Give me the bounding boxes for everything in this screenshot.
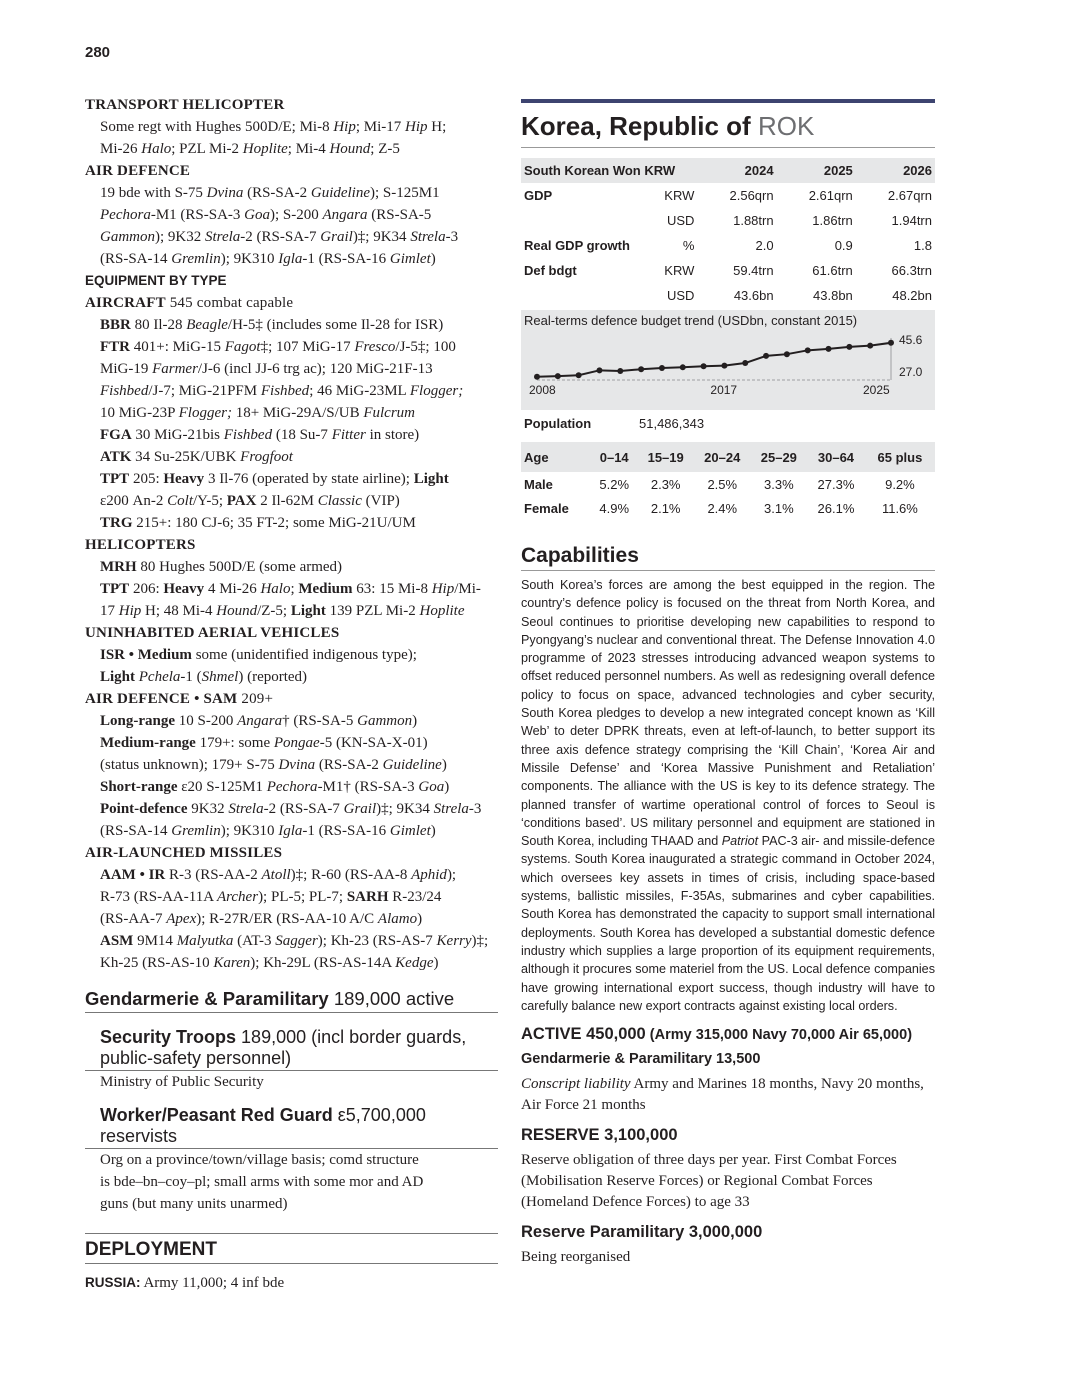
data-point (659, 365, 665, 371)
data-point (805, 347, 811, 353)
country-title: Korea, Republic of ROK (521, 109, 935, 148)
reserve-heading: RESERVE 3,100,000 (521, 1126, 678, 1145)
x-tick-label: 2008 (529, 383, 556, 397)
helicopters-tpt-1: TPT 206: Heavy 4 Mi-26 Halo; Medium 63: 15 Mi-8 Hip/Mi- (100, 581, 481, 597)
y-tick-label: 27.0 (899, 365, 923, 379)
trend-chart-svg (521, 332, 935, 410)
series-line (537, 343, 891, 377)
sam-point-defence-1: Point-defence 9K32 Strela-2 (RS-SA-7 Grail)‡; 9K34 Strela-3 (100, 801, 482, 817)
economic-table-header (521, 158, 935, 183)
sam-long-range: Long-range 10 S-200 Angara† (RS-SA-5 Gammon) (100, 713, 418, 729)
table-row: Real GDP growth % 2.0 0.9 1.8 (524, 238, 932, 253)
transport-helicopter-line-1: Some regt with Hughes 500D/E; Mi-8 Hip; Mi-17 Hip H; (100, 119, 447, 135)
helicopters-heading: HELICOPTERS (85, 537, 196, 553)
aircraft-ftr-3: Fishbed/J-7; MiG-21PFM Fishbed; 46 MiG-23ML Flogger; (100, 383, 464, 399)
capabilities-text: South Korea’s forces are among the best equipped in the region. The country’s defence policy is focused on the threat from North Korea, and Seoul continues to prioritise developing new capabilities to respond to Pyongyang’s nuclear and conventional threat. The Defense Innovation 4.0 programme of 2023 stresses introducing advanced weapon systems to offset reduced personnel numbers. As well as redesigning overall defence policy to focus on space, advanced technologies and cyber security, South Korea pledges to develop a new integrated concept known as ‘Kill Web’ to deter DPRK threats, even at left-of-launch, to better support its three axis defence strategy comprising the ‘Kill Chain’, ‘Korea Air and Missile Defense’ and ‘Korea Massive Punishment and Retaliation’ components. The alliance with the US is key to its defence strategy. The planned transfer of wartime operational control of forces to Seoul is ‘conditions based’. US military personnel and equipment are stationed in South Korea, including THAAD and Patriot PAC-3 air- and missile-defence systems. South Korea inaugurated a strategic command in October 2024, which oversees key assets in times of crisis, including space-based systems, ballistic missiles, F-35As, submarines and cyber capabilities. South Korea has demonstrated the capacity to support small international deployments. South Korea has developed a substantial domestic defence industry which supplies a large proportion of its equipment requirements, although it procures some materiel from the US. Local defence companies have growing international export success, though industry will have to carefully balance new export contracts against existing local orders. (521, 578, 935, 1013)
currency-label: South Korean Won KRW (524, 163, 676, 178)
data-point (701, 363, 707, 369)
active-heading: ACTIVE 450,000 (Army 315,000 Navy 70,000 Air 65,000) Gendarmerie & Paramilitary 13,500 (521, 1025, 913, 1068)
table-row: Male 5.2% 2.3% 2.5% 3.3% 27.3% 9.2% (524, 476, 915, 492)
alm-aam-3: (RS-AA-7 Apex); R-27R/ER (RS-AA-10 A/C Alamo) (100, 911, 423, 927)
helicopters-mrh: MRH 80 Hughes 500D/E (some armed) (100, 559, 343, 575)
helicopters-tpt-2: 17 Hip H; 48 Mi-4 Hound/Z-5; Light 139 PZL Mi-2 Hoplite (100, 603, 465, 619)
alm-asm-2: Kh-25 (RS-AS-10 Karen); Kh-29L (RS-AS-14A Kedge) (100, 955, 439, 971)
budget-trend-chart (521, 310, 935, 410)
economic-table (521, 158, 935, 308)
data-point (576, 372, 582, 378)
age-table-header: Age 0–14 15–19 20–24 25–29 30–64 65 plus (521, 442, 935, 472)
table-row: Def bdgt KRW 59.4trn 61.6trn 66.3trn (524, 263, 932, 278)
security-troops-body: Ministry of Public Security (100, 1074, 264, 1090)
alm-asm-1: ASM 9M14 Malyutka (AT-3 Sagger); Kh-23 (RS-AS-7 Kerry)‡; (100, 933, 489, 949)
aircraft-trg: TRG 215+: 180 CJ-6; 35 FT-2; some MiG-21U/UM (100, 515, 416, 531)
capabilities-title: Capabilities (521, 544, 935, 571)
gendarmerie-title: Gendarmerie & Paramilitary 189,000 active (85, 988, 498, 1013)
left-column (85, 94, 498, 1294)
reserve-paramilitary-heading: Reserve Paramilitary 3,000,000 (521, 1223, 763, 1242)
worker-guard-title: Worker/Peasant Red Guard ε5,700,000 reservists (85, 1105, 498, 1149)
table-row: GDP KRW 2.56qrn 2.61qrn 2.67qrn (524, 188, 932, 203)
data-point (867, 343, 873, 349)
sam-short-range: Short-range ε20 S-125M1 Pechora-M1† (RS-SA-3 Goa) (100, 779, 450, 795)
ad-sam-heading: AIR DEFENCE • SAM 209+ (85, 691, 274, 707)
data-point (826, 346, 832, 352)
sam-medium-range-1: Medium-range 179+: some Pongae-5 (KN-SA-X-01) (100, 735, 428, 751)
air-defence-line-2: Pechora-M1 (RS-SA-3 Goa); S-200 Angara (RS-SA-5 (100, 207, 432, 223)
data-point (638, 366, 644, 372)
aircraft-ftr-2: MiG-19 Farmer/J-6 (incl JJ-6 trg ac); 120 MiG-21F-13 (100, 361, 433, 377)
year-header: 2024 (744, 163, 774, 178)
aircraft-atk: ATK 34 Su-25K/UBK Frogfoot (100, 449, 293, 465)
security-troops-title: Security Troops 189,000 (incl border guards, public-safety personnel) (85, 1027, 498, 1071)
transport-helicopter-line-2: Mi-26 Halo; PZL Mi-2 Hoplite; Mi-4 Hound; Z-5 (100, 141, 400, 157)
data-point (596, 367, 602, 373)
air-defence-line-3: Gammon); 9K32 Strela-2 (RS-SA-7 Grail)‡; 9K34 Strela-3 (100, 229, 459, 245)
y-tick-label: 45.6 (899, 333, 923, 347)
data-point (888, 340, 894, 346)
aircraft-heading: AIRCRAFT 545 combat capable (85, 295, 294, 311)
data-point (742, 360, 748, 366)
worker-guard-body-2: is bde–bn–coy–pl; small arms with some mor and AD (100, 1174, 424, 1190)
aircraft-ftr-4: 10 MiG-23P Flogger; 18+ MiG-29A/S/UB Fulcrum (100, 405, 416, 421)
deployment-title: DEPLOYMENT (85, 1233, 498, 1264)
data-point (846, 344, 852, 350)
reserve-text: Reserve obligation of three days per year. First Combat Forces (Mobilisation Reserve Forces) or Regional Combat Forces (Homeland Defence Forces) to age 33 (521, 1152, 897, 1211)
data-point (534, 374, 540, 380)
aircraft-bbr: BBR 80 Il-28 Beagle/H-5‡ (includes some Il-28 for ISR) (100, 317, 444, 333)
data-point (680, 364, 686, 370)
conscript-liability: Conscript liability Army and Marines 18 months, Navy 20 months, Air Force 21 months (521, 1076, 924, 1114)
deployment-russia: RUSSIA: Army 11,000; 4 inf bde (85, 1275, 285, 1291)
aircraft-tpt-2: ε200 An-2 Colt/Y-5; PAX 2 Il-62M Classic (VIP) (100, 493, 400, 509)
year-header: 2025 (823, 163, 853, 178)
table-row: USD 1.88trn 1.86trn 1.94trn (666, 213, 932, 228)
data-point (721, 363, 727, 369)
sam-point-defence-2: (RS-SA-14 Gremlin); 9K310 Igla-1 (RS-SA-16 Gimlet) (100, 823, 436, 839)
uav-isr: ISR • Medium some (unidentified indigenous type); (100, 647, 417, 663)
right-column (521, 99, 935, 1268)
alm-aam-1: AAM • IR R-3 (RS-AA-2 Atoll)‡; R-60 (RS-AA-8 Aphid); (100, 867, 457, 883)
year-header: 2026 (903, 163, 932, 178)
aircraft-fga: FGA 30 MiG-21bis Fishbed (18 Su-7 Fitter in store) (100, 427, 420, 443)
country-rule (521, 99, 935, 103)
table-row: USD 43.6bn 43.8bn 48.2bn (666, 288, 932, 303)
aircraft-ftr-1: FTR 401+: MiG-15 Fagot‡; 107 MiG-17 Fresco/J-5‡; 100 (100, 339, 456, 355)
data-point (763, 353, 769, 359)
alm-heading: AIR-LAUNCHED MISSILES (85, 845, 283, 861)
air-defence-line-4: (RS-SA-14 Gremlin); 9K310 Igla-1 (RS-SA-16 Gimlet) (100, 251, 436, 267)
worker-guard-body-3: guns (but many units unarmed) (100, 1196, 288, 1212)
table-row: Female 4.9% 2.1% 2.4% 3.1% 26.1% 11.6% (524, 500, 918, 516)
age-table (521, 442, 935, 520)
data-point (784, 351, 790, 357)
x-tick-label: 2017 (710, 383, 738, 397)
reserve-paramilitary-text: Being reorganised (521, 1249, 631, 1266)
data-point (617, 368, 623, 374)
chart-title: Real-terms defence budget trend (USDbn, constant 2015) (524, 313, 858, 328)
air-defence-heading: AIR DEFENCE (85, 163, 191, 179)
air-defence-line-1: 19 bde with S-75 Dvina (RS-SA-2 Guideline); S-125M1 (100, 185, 440, 201)
data-point (555, 373, 561, 379)
uav-light: Light Pchela-1 (Shmel) (reported) (100, 669, 308, 685)
uav-heading: UNINHABITED AERIAL VEHICLES (85, 625, 340, 641)
worker-guard-body-1: Org on a province/town/village basis; comd structure (100, 1152, 419, 1168)
aircraft-tpt-1: TPT 205: Heavy 3 Il-76 (operated by state airline); Light (100, 471, 449, 487)
x-tick-label: 2025 (863, 383, 890, 397)
sam-medium-range-2: (status unknown); 179+ S-75 Dvina (RS-SA-2 Guideline) (100, 757, 447, 773)
alm-aam-2: R-73 (RS-AA-11A Archer); PL-5; PL-7; SARH R-23/24 (100, 889, 442, 905)
equipment-by-type-heading: EQUIPMENT BY TYPE (85, 273, 227, 288)
transport-helicopter-heading: TRANSPORT HELICOPTER (85, 97, 285, 113)
page-number: 280 (85, 44, 111, 61)
population-row: Population 51,486,343 (524, 416, 705, 431)
